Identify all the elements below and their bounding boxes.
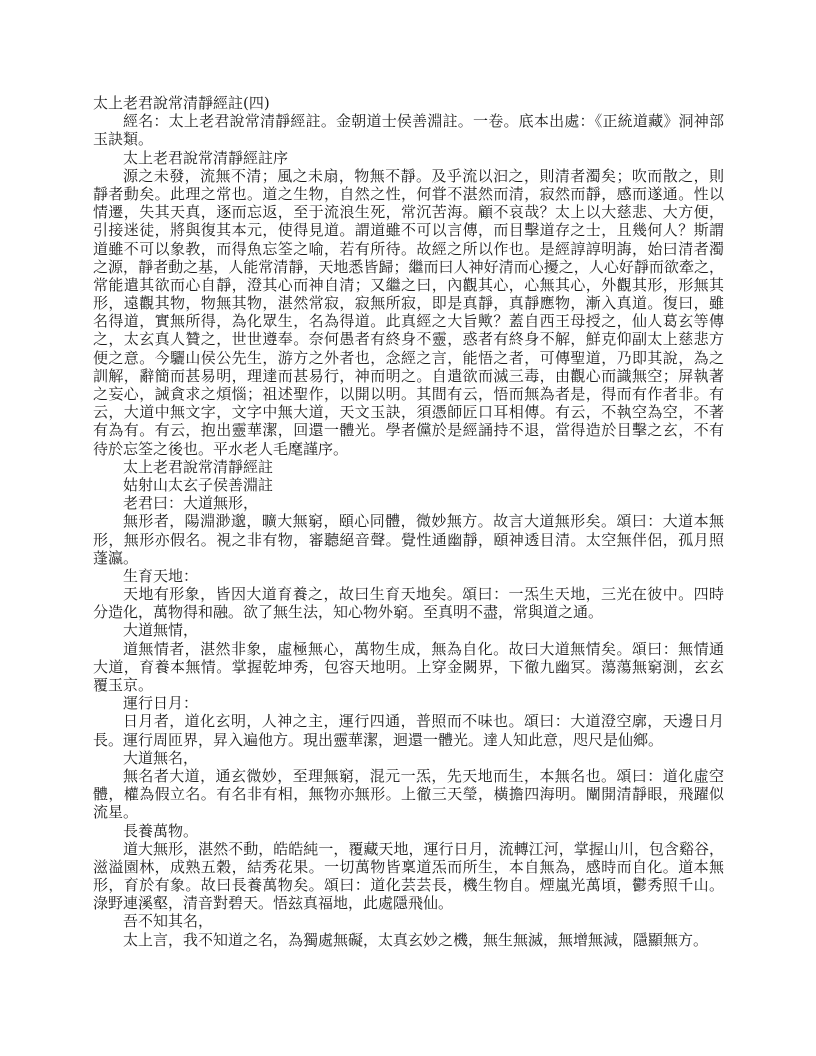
text-line: 玉訣類。 — [93, 130, 154, 149]
document-body — [93, 94, 724, 949]
text-line: 太上老君說常清靜經註序 — [123, 148, 289, 167]
text-line: 云，大道中無文字，文字中無大道，天文玉訣，須憑師匠口耳相傳。有云，不執空為空，不著 — [93, 403, 724, 422]
text-line: 太上言，我不知道之名，為獨處無礙，太真玄妙之機，無生無滅，無增無減，隱顯無方。 — [123, 930, 709, 949]
text-line: 日月者，道化玄明，人神之主，運行四通，普照而不味也。頌曰：大道澄空廓，天邊日月 — [123, 712, 724, 731]
text-line: 形，遠觀其物，物無其物，湛然常寂，寂無所寂，即是真靜，真靜應物，漸入真道。復曰，雖 — [93, 294, 724, 313]
text-line: 無形者，陽淵渺邈，曠大無窮，頤心同體，微妙無方。故言大道無形矣。頌曰：大道本無 — [123, 512, 724, 531]
text-line: 之妄心，誡貪求之煩惱；祖述聖作，以開以明。其間有云，悟而無為者是，得而有作者非。有 — [93, 385, 724, 403]
text-line: 老君曰：大道無形， — [123, 494, 259, 513]
text-line: 有為有。有云，抱出靈華潔，回還一體光。學者儻於是經誦持不退，當得造於目擊之玄，不有 — [93, 421, 724, 440]
text-line: 訓解，辭簡而甚易明，理達而甚易行，神而明之。自遣欲而滅三毒，由觀心而識無空；屏執著 — [93, 366, 724, 385]
text-line: 吾不知其名， — [123, 912, 214, 931]
text-line: 靜者動矣。此理之常也。道之生物，自然之性，何甞不湛然而清，寂然而靜，感而遂通。性以 — [93, 184, 724, 203]
text-line: 長。運行周匝界，昇入遍他方。現出靈華潔，迴還一體光。達人知此意，咫尺是仙鄉。 — [93, 730, 664, 749]
text-line: 蓬瀛。 — [93, 548, 139, 567]
text-line: 之，太玄真人贊之，世世遵奉。奈何愚者有終身不靈，惑者有終身不解，鮮克仰副太上慈悲方 — [93, 330, 724, 349]
text-line: 長養萬物。 — [123, 821, 199, 840]
page-title: 太上老君說常清靜經註(四) — [93, 94, 270, 112]
text-line: 道無情者，湛然非象，虛極無心，萬物生成，無為自化。故曰大道無情矣。頌曰：無情通 — [123, 639, 724, 658]
text-line: 之源，靜者動之基，人能常清靜，天地悉皆歸；繼而曰人神好清而心擾之，人心好靜而欲牽之， — [93, 257, 724, 276]
text-line: 便之意。今驪山侯公先生，游方之外者也，念經之言，能悟之者，可傳聖道，乃即其說，為之 — [93, 348, 724, 367]
text-line: 覆玉京。 — [93, 676, 154, 694]
text-line: 經名：太上老君說常清靜經註。金朝道士侯善淵註。一卷。底本出處：《正統道藏》洞神部 — [123, 112, 724, 131]
text-line: 情遷，失其天真，逐而忘返，至于流浪生死，常沉苦海。顧不哀哉？太上以大慈悲、大方便， — [93, 203, 724, 222]
text-line: 形，無形亦假名。視之非有物，審聽絕音聲。覺性通幽靜，頤神透目清。太空無伴侶，孤月照 — [93, 530, 724, 549]
text-line: 形，育於有象。故曰長養萬物矣。頌曰：道化芸芸長，機生物自。煙嵐光萬頃，鬱秀照千山。 — [93, 876, 724, 895]
text-line: 源之未發，流無不清；風之未扇，物無不靜。及乎流以汩之，則清者濁矣；吹而散之，則 — [123, 166, 724, 185]
text-line: 運行日月： — [123, 694, 199, 713]
text-line: 滋溢園林，成熟五穀，結秀花果。一切萬物皆稟道炁而所生，本自無為，感時而自化。道本無 — [93, 857, 724, 876]
text-line: 大道無情， — [123, 621, 199, 640]
text-line: 生育天地： — [123, 566, 199, 585]
text-line: 體，權為假立名。有名非有相，無物亦無形。上徹三天瑩，橫擔四海明。闡開清靜眼，飛躍似 — [93, 785, 724, 804]
text-line: 道大無形，湛然不動，皓皓純一，覆藏天地，運行日月，流轉江河，掌握山川，包含谿谷， — [123, 839, 724, 858]
text-line: 流星。 — [93, 803, 139, 822]
text-line: 姑射山太玄子侯善淵註 — [123, 475, 274, 494]
text-line: 天地有形象，皆因大道育養之，故曰生育天地矣。頌曰：一炁生天地，三光在彼中。四時 — [123, 585, 724, 604]
text-line: 淥野連溪壑，清音對碧天。悟玆真福地，此處隱飛仙。 — [93, 894, 454, 913]
text-line: 太上老君說常清靜經註 — [123, 457, 274, 476]
text-line: 大道無名， — [123, 748, 199, 767]
text-line: 常能遣其欲而心自靜，澄其心而神自清；又繼之曰，內觀其心，心無其心，外觀其形，形無其 — [93, 275, 724, 294]
text-line: 引接迷徒，將與復其本元，使得見道。謂道雖不可以言傳，而目擊道存之士，且幾何人？斯謂 — [93, 221, 724, 240]
text-line: 無名者大道，通玄微妙，至理無窮，混元一炁，先天地而生，本無名也。頌曰：道化虛空 — [123, 766, 724, 785]
text-line: 道雖不可以象教，而得魚忘筌之喻，若有所待。故經之所以作也。是經諄諄明誨，始曰清者濁 — [93, 239, 724, 258]
text-line: 分造化，萬物得和融。欲了無生法，知心物外窮。至真明不盡，常與道之通。 — [93, 603, 604, 622]
text-line: 大道，育養本無情。掌握乾坤秀，包容天地明。上穿金闕界，下徹九幽冥。蕩蕩無窮測，玄玄 — [93, 657, 724, 676]
text-line: 名得道，實無所得，為化眾生，名為得道。此真經之大旨歟？蓋自西王母授之，仙人葛玄等傳 — [93, 312, 724, 331]
text-line: 待於忘筌之後也。平水老人毛麾謹序。 — [93, 439, 349, 458]
